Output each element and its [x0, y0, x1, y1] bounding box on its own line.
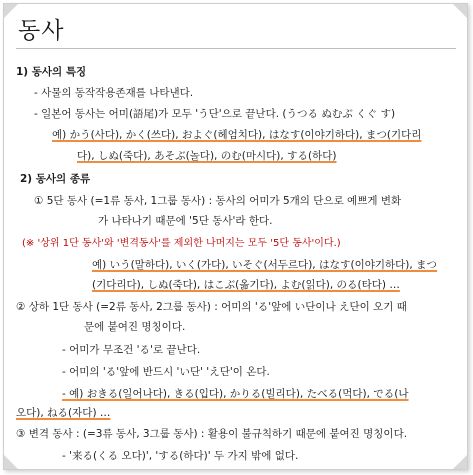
corner-decoration	[453, 4, 467, 18]
rule-item: - '来る(くる 오다)', 'する(하다)' 두 가지 밖에 없다.	[62, 450, 299, 462]
corner-decoration	[453, 455, 467, 469]
example-line: (기다리다), しぬ(죽다), はこぶ(옮기다), よむ(읽다), のる(타다) …	[92, 279, 400, 291]
corner-decoration	[4, 455, 18, 469]
feature-item: - 사물의 동작작용존재를 나타낸다.	[34, 87, 194, 99]
type-item-five-step: ① 5단 동사 (=1류 동사, 1그룹 동사) : 동사의 어미가 5개의 단으로 예쁘게 변화	[34, 195, 402, 207]
section-heading-types: 2) 동사의 종류	[20, 173, 91, 185]
feature-item: - 일본어 동사는 어미(語尾)가 모두 'う단'으로 끝난다. (うつる ぬむぶ くぐ す)	[34, 108, 396, 120]
example-line: 예) いう(말하다), いく(가다), いそぐ(서두르다), はなす(이야기하다), まつ	[92, 259, 438, 271]
type-item-irregular: ③ 변격 동사 : (=3류 동사, 3그룹 동사) : 활용이 불규칙하기 때문에 붙여진 명칭이다.	[16, 428, 408, 440]
corner-decoration	[4, 4, 18, 18]
type-item-continuation: 문에 붙여진 명칭이다.	[84, 321, 186, 333]
document-page	[3, 3, 468, 470]
example-line: - 예) おきる(일어나다), きる(입다), かりる(빌리다), たべる(먹다), でる(나	[62, 388, 409, 400]
type-item-one-step: ② 상하 1단 동사 (=2류 동사, 2그룹 동사) : 어미의 'る'앞에 い단이나 え단이 오기 때	[16, 301, 407, 313]
section-heading-features: 1) 동사의 특징	[16, 66, 87, 78]
page-title: 동사	[18, 18, 65, 44]
note-line: (※ '상위 1단 동사'와 '변격동사'를 제외한 나머지는 모두 '5단 동사'이다.)	[22, 238, 341, 249]
title-divider	[16, 48, 456, 49]
example-line: 예) かう(사다), かく(쓰다), およぐ(헤엄치다), はなす(이야기하다), まつ(기다리	[52, 129, 422, 141]
type-item-continuation: 가 나타나기 때문에 '5단 동사'라 한다.	[98, 215, 273, 227]
example-line: 오다), ねる(자다) …	[16, 407, 111, 419]
rule-item: - 어미가 무조건 'る'로 끝난다.	[62, 344, 201, 356]
rule-item: - 어미의 'る'앞에 반드시 'い단' 'え단'이 온다.	[62, 366, 270, 378]
example-line: 다), しぬ(죽다), あそぶ(놀다), のむ(마시다), する(하다)	[77, 150, 337, 162]
